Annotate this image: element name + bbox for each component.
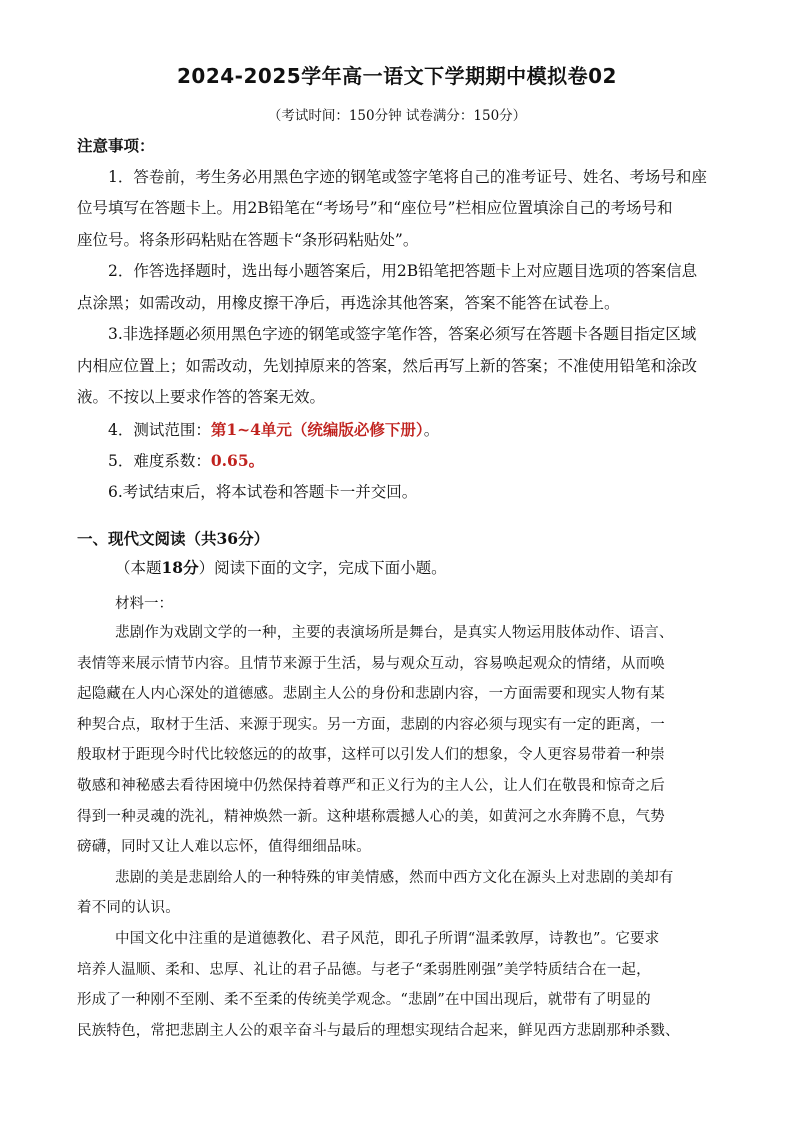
passage-line: 形成了一种刚不至刚、柔不至柔的传统美学观念。“悲剧”在中国出现后，就带有了明显的 xyxy=(77,992,651,1009)
exam-title: 2024-2025学年高一语文下学期期中模拟卷02 xyxy=(177,64,617,88)
instruction-rest: ）阅读下面的文字，完成下面小题。 xyxy=(198,559,447,577)
material-label: 材料一： xyxy=(115,596,173,612)
note-4-suffix: 。 xyxy=(423,420,440,439)
exam-subtitle: （考试时间：150分钟 试卷满分：150分） xyxy=(267,108,527,124)
section-heading-block xyxy=(77,527,727,549)
passage-line: 磅礴，同时又让人难以忘怀，值得细细品味。 xyxy=(77,839,371,856)
note-1-line-1: 1．答卷前，考生务必用黑色字迹的钢笔或签字笔将自己的准考证号、姓名、考场号和座 xyxy=(108,167,707,186)
note-6: 6.考试结束后，将本试卷和答题卡一并交回。 xyxy=(108,482,418,501)
passage-line: 起隐藏在人内心深处的道德感。悲剧主人公的身份和悲剧内容，一方面需要和现实人物有某 xyxy=(77,686,665,703)
note-5 xyxy=(77,445,727,477)
passage-line: 种契合点，取材于生活、来源于现实。另一方面，悲剧的内容必须与现实有一定的距离，一 xyxy=(77,716,665,733)
passage-line: 着不同的认识。 xyxy=(77,900,180,917)
passage-line: 悲剧作为戏剧文学的一种，主要的表演场所是舞台，是真实人物运用肢体动作、语言、 xyxy=(115,625,674,641)
passage-line: 培养人温顺、柔和、忠厚、礼让的君子品德。与老子“柔弱胜刚强”美学特质结合在一起， xyxy=(77,961,651,978)
notes-section xyxy=(77,130,727,508)
note-1-line-3: 座位号。将条形码粘贴在答题卡“条形码粘贴处”。 xyxy=(77,230,419,249)
section-heading: 一、现代文阅读（共36分） xyxy=(77,529,270,548)
passage-line: 中国文化中注重的是道德教化、君子风范，即孔子所谓“温柔敦厚，诗教也”。它要求 xyxy=(115,930,660,947)
note-1-line-2: 位号填写在答题卡上。用2B铅笔在“考场号”和“座位号”栏相应位置填涂自己的考场号和 xyxy=(77,199,673,217)
difficulty-value: 0.65 xyxy=(210,451,249,470)
note-5-suffix: 。 xyxy=(248,451,265,470)
note-3-line-2: 内相应位置上；如需改动，先划掉原来的答案，然后再写上新的答案；不准使用铅笔和涂改 xyxy=(77,356,698,375)
note-2-line-1: 2．作答选择题时，选出每小题答案后，用2B铅笔把答题卡上对应题目选项的答案信息 xyxy=(108,262,698,280)
note-5-prefix: 5．难度系数： xyxy=(108,452,211,470)
passage xyxy=(77,618,727,1046)
passage-line: 般取材于距现今时代比较悠远的的故事，这样可以引发人们的想象，令人更容易带着一种崇 xyxy=(77,747,665,764)
passage-line: 敬感和神秘感去看待困境中仍然保持着尊严和正义行为的主人公，让人们在敬畏和惊奇之后 xyxy=(77,777,665,794)
note-4 xyxy=(77,414,727,446)
section-instruction xyxy=(115,556,765,578)
instruction-points: 18分 xyxy=(161,558,199,577)
note-4-prefix: 4．测试范围： xyxy=(108,420,211,439)
note-3-line-1: 3.非选择题必须用黑色字迹的钢笔或签字笔作答，答案必须写在答题卡各题目指定区域 xyxy=(108,325,697,343)
notes-heading: 注意事项： xyxy=(77,136,155,155)
passage-line: 得到一种灵魂的洗礼，精神焕然一新。这种堪称震撼人心的美，如黄河之水奔腾不息，气势 xyxy=(77,808,665,825)
passage-line: 民族特色，常把悲剧主人公的艰辛奋斗与最后的理想实现结合起来，鲜见西方悲剧那种杀戮、 xyxy=(77,1022,680,1039)
passage-line: 悲剧的美是悲剧给人的一种特殊的审美情感，然而中西方文化在源头上对悲剧的美却有 xyxy=(115,869,674,886)
note-2-line-2: 点涂黑；如需改动，用橡皮擦干净后，再选涂其他答案，答案不能答在试卷上。 xyxy=(77,293,620,312)
note-3-line-3: 液。不按以上要求作答的答案无效。 xyxy=(77,388,326,406)
passage-line: 表情等来展示情节内容。且情节来源于生活，易与观众互动，容易唤起观众的情绪，从而唤 xyxy=(77,655,665,672)
instruction-open: （本题 xyxy=(115,559,162,577)
test-range: 第1~4单元（统编版必修下册） xyxy=(210,419,424,439)
material-label-block xyxy=(115,592,765,613)
instruction-block xyxy=(115,556,765,578)
